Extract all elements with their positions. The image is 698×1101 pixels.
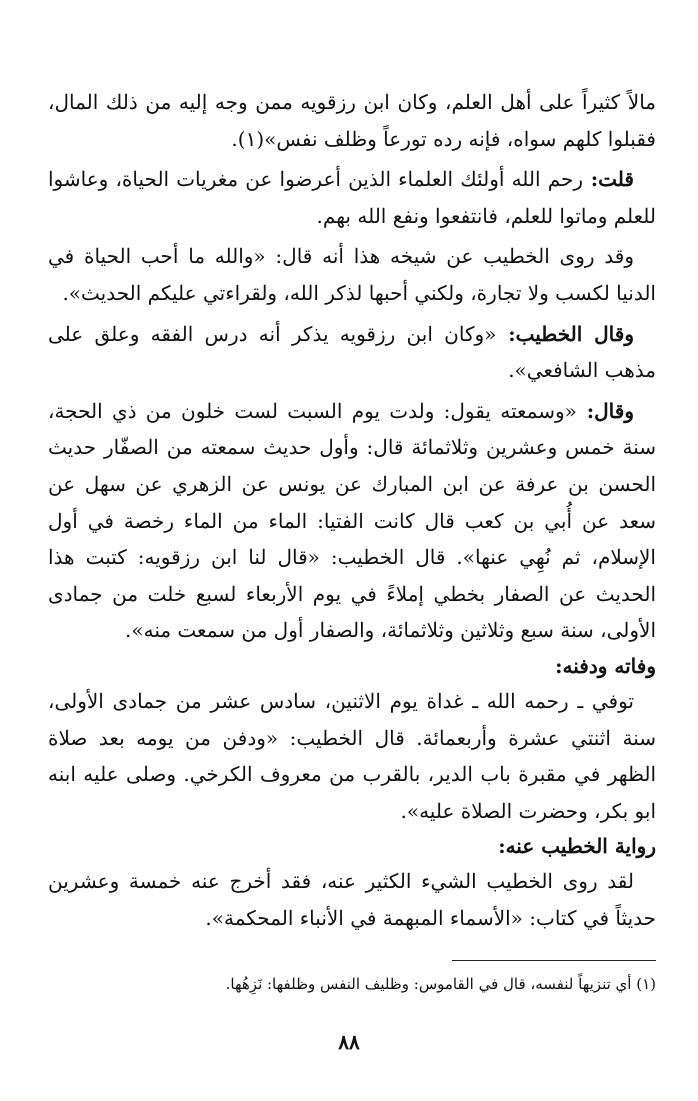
page-number: ٨٨ [338,1030,360,1054]
footnote-divider [452,960,656,961]
heading-khatib-narration: رواية الخطيب عنه: [498,834,656,859]
paragraph-4: وقال الخطيب: «وكان ابن رزقويه يذكر أنه درس الفقه وعلق على مذهب الشافعي». [48,321,656,383]
paragraph-3: وقد روى الخطيب عن شيخه هذا أنه قال: «والله ما أحب الحياة في الدنيا لكسب ولا تجارة، ولكني أحبها لذكر الله، ولقراءتي عليكم الحديث». [48,244,656,305]
paragraph-5: وقال: «وسمعته يقول: ولدت يوم السبت لست خلون من ذي الحجة، سنة خمس وعشرين وثلاثمائة قال: وأول حديث سمعته من الصفّار حديث الحسن بن عرفة عن ابن المبارك عن يونس عن الزهري عن سهل عن سعد عن أُبي بن كعب قال كانت الفتيا: الماء من الماء رخصة في أول الإسلام، ثم نُهِي عنها». قال الخطيب: «قال لنا ابن رزقويه: كتبت هذا الحديث عن الصفار بخطي إملاءً في يوم الأربعاء لسبع خلت من جمادى الأولى، سنة سبع وثلاثين وثلاثمائة، والصفار أول من سمعت منه». [48,398,656,643]
paragraph-death-burial: توفي ـ رحمه الله ـ غداة يوم الاثنين، سادس عشر من جمادى الأولى، سنة اثنتي عشرة وأربعمائة. قال الخطيب: «ودفن من يومه بعد صلاة الظهر في مقبرة باب الدير، بالقرب من معروف الكرخي. وصلى عليه ابنه ابو بكر، وحضرت الصلاة عليه». [48,688,656,823]
paragraph-1: مالاً كثيراً على أهل العلم، وكان ابن رزقويه ممن وجه إليه من ذلك المال، فقبلوا كلهم سواه، فإنه رده تورعاً وظلف نفس»(١). [48,90,656,151]
footnote: (١) أي تنزيهاً لنفسه، قال في القاموس: وظليف النفس وظلفها: نَزِهُها. [225,975,656,993]
paragraph-khatib-narration: لقد روى الخطيب الشيء الكثير عنه، فقد أخرج عنه خمسة وعشرين حديثاً في كتاب: «الأسماء المبهمة في الأنباء المحكمة». [48,869,656,930]
main-text [48,84,656,936]
paragraph-2: قلت: رحم الله أولئك العلماء الذين أعرضوا عن مغريات الحياة، وعاشوا للعلم وماتوا للعلم، فانتفعوا ونفع الله بهم. [48,167,656,228]
heading-death-burial: وفاته ودفنه: [555,653,656,678]
